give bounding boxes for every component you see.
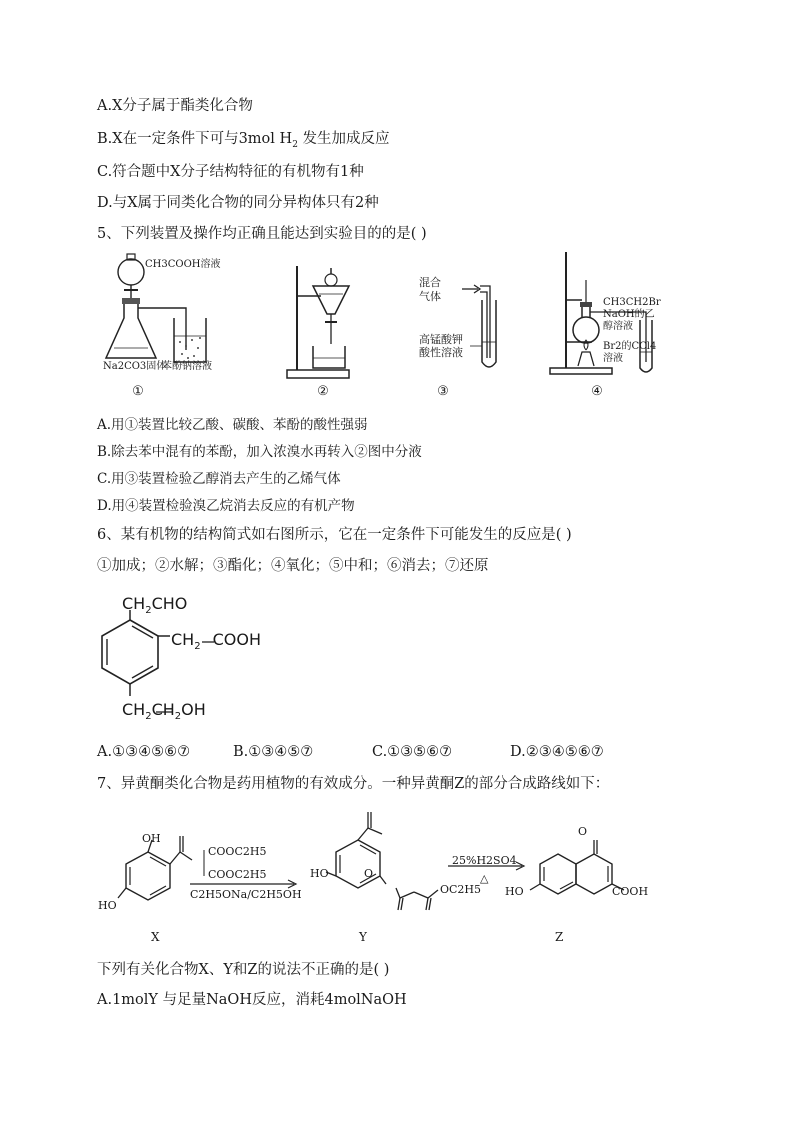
h2-subscript: 2 (292, 139, 298, 150)
z-ho-label: HO (505, 885, 524, 898)
q6-substituent-right (171, 630, 261, 657)
carboxyl-group: COOH (212, 630, 261, 649)
q6-option-b: B.①③④⑤⑦ (233, 744, 314, 760)
q5-option-c: C.用③装置检验乙醇消去产生的乙烯气体 (97, 471, 341, 487)
q6-option-d: D.②③④⑤⑥⑦ (510, 744, 604, 760)
compound-z-label: Z (555, 930, 564, 944)
compound-y-label: Y (359, 930, 367, 944)
reagent-acid: 25%H2SO4 (452, 854, 517, 867)
q4-option-b-suffix: 发生加成反应 (297, 131, 390, 147)
q4-option-b-text: B.X在一定条件下可与3mol (97, 131, 280, 147)
apparatus-3-caption: ③ (437, 384, 449, 399)
q7-scheme-drawing (96, 800, 696, 940)
apparatus-3-figure (440, 280, 510, 375)
ch2-group: CH (122, 594, 146, 613)
apparatus-2-figure (283, 262, 373, 382)
q4-option-d: D.与X属于同类化合物的同分异构体只有2种 (97, 195, 379, 211)
q5-stem: 5、下列装置及操作均正确且能达到实验目的的是( ) (97, 226, 427, 242)
q4-option-c: C.符合题中X分子结构特征的有机物有1种 (97, 164, 364, 180)
apparatus-4-label-4: Br2的CCl4 (603, 341, 657, 352)
heat-symbol: △ (480, 872, 489, 885)
compound-x-label: X (151, 930, 160, 944)
apparatus-4-label-1: CH3CH2Br (603, 297, 661, 308)
q6-option-c: C.①③⑤⑥⑦ (372, 744, 453, 760)
reagent-ester-top: COOC2H5 (208, 845, 267, 858)
x-oh-label: OH (142, 832, 161, 845)
apparatus-4-label-2: NaOH的乙 (603, 309, 655, 320)
apparatus-2-caption: ② (317, 384, 329, 399)
q6-substituent-bottom (122, 700, 206, 727)
apparatus-1-caption: ① (132, 384, 144, 399)
subscript: 2 (174, 711, 182, 723)
apparatus-3-label-gas-2: 气体 (419, 290, 441, 303)
x-ho-label: HO (98, 899, 117, 912)
apparatus-1-label-top: CH3COOH溶液 (145, 259, 221, 270)
apparatus-4-caption: ④ (591, 384, 603, 399)
q7-stem: 7、异黄酮类化合物是药用植物的有效成分。一种异黄酮Z的部分合成路线如下： (97, 776, 610, 792)
q5-option-d: D.用④装置检验溴乙烷消去反应的有机产物 (97, 498, 355, 514)
hydroxyl-group: OH (181, 700, 206, 719)
q6-substituent-top (122, 594, 187, 621)
apparatus-3-label-sol-2: 酸性溶液 (419, 346, 463, 359)
apparatus-4-label-3: 醇溶液 (603, 321, 633, 332)
q7-question: 下列有关化合物X、Y和Z的说法不正确的是( ) (97, 962, 390, 978)
ch2-group: CH (151, 700, 175, 719)
subscript: 2 (145, 605, 152, 617)
q5-option-a: A.用①装置比较乙酸、碳酸、苯酚的酸性强弱 (97, 417, 368, 433)
q6-reaction-list: ①加成；②水解；③酯化；④氧化；⑤中和；⑥消去；⑦还原 (97, 558, 489, 574)
reagent-condition-1: C2H5ONa/C2H5OH (190, 888, 302, 901)
apparatus-1-label-right: 苯酚钠溶液 (162, 361, 212, 372)
h2-formula: H (279, 131, 293, 147)
y-oc2h5-label: OC2H5 (440, 883, 482, 896)
apparatus-3-label-gas-1: 混合 (419, 276, 441, 289)
ch2-group: CH (171, 630, 195, 649)
ch2-group: CH (122, 700, 146, 719)
q4-option-b (97, 129, 390, 155)
apparatus-4-label-5: 溶液 (603, 353, 623, 364)
apparatus-3-label-sol-1: 高锰酸钾 (419, 333, 463, 346)
reagent-ester-bottom: COOC2H5 (208, 868, 267, 881)
aldehyde-group: CHO (151, 594, 188, 613)
q7-option-a: A.1molY 与足量NaOH反应，消耗4molNaOH (97, 992, 407, 1008)
q5-option-b: B.除去苯中混有的苯酚，加入浓溴水再转入②图中分液 (97, 444, 422, 460)
y-o-label: O (364, 867, 374, 880)
q6-stem: 6、某有机物的结构简式如右图所示，它在一定条件下可能发生的反应是( ) (97, 527, 572, 543)
q4-option-a: A.X分子属于酯类化合物 (97, 98, 253, 114)
z-cooh-label: COOH (612, 885, 649, 898)
apparatus-1-label-left: Na2CO3固体 (103, 361, 167, 372)
q6-option-a: A.①③④⑤⑥⑦ (97, 744, 191, 760)
subscript: 2 (145, 711, 152, 723)
y-ho-label: HO (310, 867, 329, 880)
subscript: 2 (194, 641, 201, 653)
z-o-carbonyl-label: O (578, 825, 588, 838)
